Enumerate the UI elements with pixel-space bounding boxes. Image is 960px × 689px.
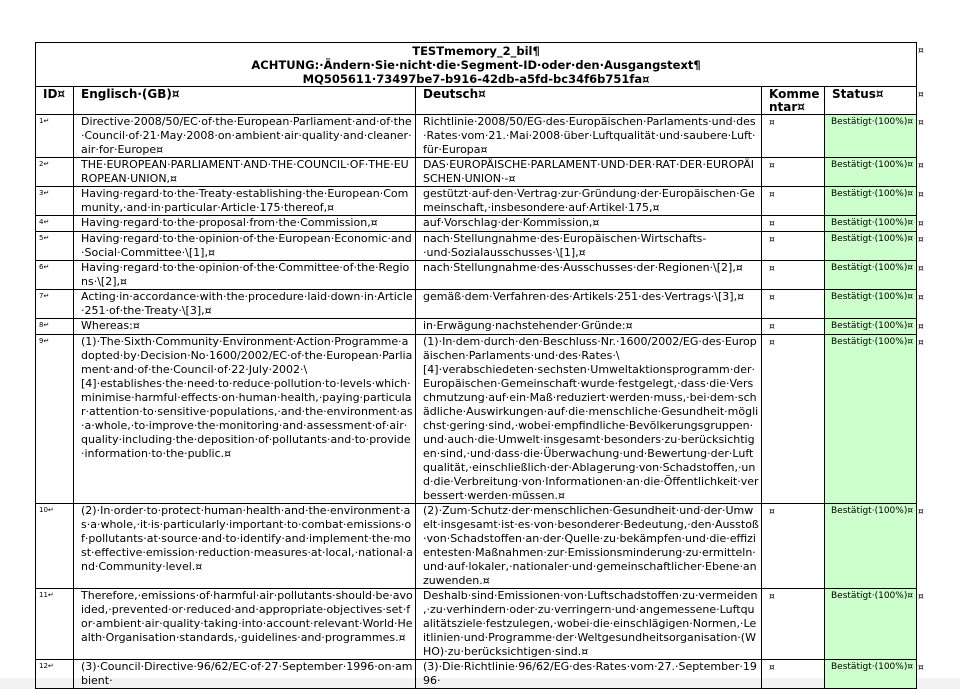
comment-cell[interactable]: ¤ <box>762 158 825 187</box>
row-end-mark: ¤ <box>918 506 924 517</box>
segment-rows <box>36 115 917 689</box>
row-end-mark: ¤ <box>918 160 924 171</box>
target-text[interactable]: auf·Vorschlag·der·Kommission,¤ <box>416 216 762 232</box>
segment-row[interactable] <box>36 589 917 660</box>
column-header-row <box>36 87 917 115</box>
document-guid: MQ505611·73497be7-b916-42db-a5fd-bc34f6b751fa¤ <box>302 72 650 86</box>
segment-row[interactable] <box>36 660 917 689</box>
comment-cell[interactable]: ¤ <box>762 335 825 504</box>
column-header-comment: Kommentar¤ <box>762 87 825 115</box>
target-text[interactable]: Richtlinie·2008/50/EG·des·Europäischen·Parlaments·und·des·Rates·vom·21.·Mai·2008·über·Luftqualität·und·saubere·Luft·für·Europa¤ <box>416 115 762 158</box>
segment-id: 6↵ <box>36 261 74 290</box>
segment-id: 3↵ <box>36 187 74 216</box>
segment-id: 10↵ <box>36 504 74 589</box>
document-header <box>36 43 917 87</box>
header-end-mark: ¤ <box>918 45 924 56</box>
segment-row[interactable] <box>36 158 917 187</box>
status-cell: Bestätigt·(100%)¤ <box>825 232 917 261</box>
row-end-mark: ¤ <box>918 189 924 200</box>
segment-row[interactable] <box>36 261 917 290</box>
segment-id: 2↵ <box>36 158 74 187</box>
comment-cell[interactable]: ¤ <box>762 261 825 290</box>
column-header-target: Deutsch¤ <box>416 87 762 115</box>
target-text[interactable]: nach·Stellungnahme·des·Europäischen·Wirtschafts-·und·Sozialausschusses·\[1],¤ <box>416 232 762 261</box>
segment-id: 7↵ <box>36 290 74 319</box>
comment-cell[interactable]: ¤ <box>762 290 825 319</box>
warning-text: ACHTUNG:·Ändern·Sie·nicht·die·Segment-ID·oder·den·Ausgangstext¶ <box>251 58 701 72</box>
status-cell: Bestätigt·(100%)¤ <box>825 216 917 232</box>
status-cell: Bestätigt·(100%)¤ <box>825 660 917 689</box>
source-text: Having·regard·to·the·opinion·of·the·Committee·of·the·Regions·\[2],¤ <box>74 261 416 290</box>
target-text[interactable]: gestützt·auf·den·Vertrag·zur·Gründung·der·Europäischen·Gemeinschaft,·insbesondere·auf·Artikel·175,¤ <box>416 187 762 216</box>
status-cell: Bestätigt·(100%)¤ <box>825 290 917 319</box>
row-end-mark: ¤ <box>918 292 924 303</box>
segment-row[interactable] <box>36 290 917 319</box>
target-text[interactable]: DAS·EUROPÄISCHE·PARLAMENT·UND·DER·RAT·DER·EUROPÄISCHEN·UNION·-¤ <box>416 158 762 187</box>
source-text: (3)·Council·Directive·96/62/EC·of·27·September·1996·on·ambient· <box>74 660 416 689</box>
bilingual-table-container <box>35 42 916 689</box>
status-cell: Bestätigt·(100%)¤ <box>825 261 917 290</box>
document-title: TESTmemory_2_bil¶ <box>412 44 540 58</box>
column-header-status: Status¤ <box>825 87 917 115</box>
status-cell: Bestätigt·(100%)¤ <box>825 319 917 335</box>
segment-id: 1↵ <box>36 115 74 158</box>
target-text[interactable]: in·Erwägung·nachstehender·Gründe:¤ <box>416 319 762 335</box>
row-end-mark: ¤ <box>918 591 924 602</box>
status-cell: Bestätigt·(100%)¤ <box>825 158 917 187</box>
column-header-source: Englisch·(GB)¤ <box>74 87 416 115</box>
segment-row[interactable] <box>36 319 917 335</box>
row-end-mark: ¤ <box>918 218 924 229</box>
row-end-mark: ¤ <box>918 117 924 128</box>
row-end-mark: ¤ <box>918 321 924 332</box>
status-cell: Bestätigt·(100%)¤ <box>825 335 917 504</box>
target-text[interactable]: nach·Stellungnahme·des·Ausschusses·der·Regionen·\[2],¤ <box>416 261 762 290</box>
source-text: THE·EUROPEAN·PARLIAMENT·AND·THE·COUNCIL·OF·THE·EUROPEAN·UNION,¤ <box>74 158 416 187</box>
comment-cell[interactable]: ¤ <box>762 187 825 216</box>
row-end-mark: ¤ <box>918 89 924 100</box>
source-text: Having·regard·to·the·proposal·from·the·Commission,¤ <box>74 216 416 232</box>
comment-cell[interactable]: ¤ <box>762 589 825 660</box>
comment-cell[interactable]: ¤ <box>762 216 825 232</box>
status-cell: Bestätigt·(100%)¤ <box>825 115 917 158</box>
target-text[interactable]: (1)·In·dem·durch·den·Beschluss·Nr.·1600/2002/EG·des·Europäischen·Parlaments·und·des·Rates·\[4]·verabschiedeten·sechsten·Umweltaktionsprogramm·der·Europäischen·Gemeinschaft·wurde·festgelegt,·dass·die·Verschmutzung·auf·ein·Maß·reduziert·werden·muss,·bei·dem·schädliche·Auswirkungen·auf·die·menschliche·Gesundheit·möglichst·gering·sind,·wobei·empfindliche·Bevölkerungsgruppen·und·auch·die·Umwelt·insgesamt·besonders·zu·berücksichtigen·sind,·und·dass·die·Überwachung·und·Bewertung·der·Luftqualität,·einschließlich·der·Ablagerung·von·Schadstoffen,·und·die·Verbreitung·von·Informationen·an·die·Öffentlichkeit·verbessert·werden·müssen.¤ <box>416 335 762 504</box>
source-text: Having·regard·to·the·Treaty·establishing·the·European·Community,·and·in·particular·Article·175·thereof,¤ <box>74 187 416 216</box>
comment-cell[interactable]: ¤ <box>762 232 825 261</box>
document-header-row <box>36 43 917 87</box>
segment-id: 4↵ <box>36 216 74 232</box>
source-text: Therefore,·emissions·of·harmful·air·pollutants·should·be·avoided,·prevented·or·reduced·and·appropriate·objectives·set·for·ambient·air·quality·taking·into·account·relevant·World·Health·Organisation·standards,·guidelines·and·programmes.¤ <box>74 589 416 660</box>
bilingual-table <box>35 42 917 689</box>
comment-cell[interactable]: ¤ <box>762 319 825 335</box>
target-text[interactable]: (2)·Zum·Schutz·der·menschlichen·Gesundheit·und·der·Umwelt·insgesamt·ist·es·von·besonderer·Bedeutung,·den·Ausstoß·von·Schadstoffen·an·der·Quelle·zu·bekämpfen·und·die·effizientesten·Maßnahmen·zur·Emissionsminderung·zu·ermitteln·und·auf·lokaler,·nationaler·und·gemeinschaftlicher·Ebene·anzuwenden.¤ <box>416 504 762 589</box>
comment-cell[interactable]: ¤ <box>762 504 825 589</box>
status-cell: Bestätigt·(100%)¤ <box>825 187 917 216</box>
row-end-mark: ¤ <box>918 234 924 245</box>
row-end-mark: ¤ <box>918 337 924 348</box>
source-text: Having·regard·to·the·opinion·of·the·European·Economic·and·Social·Committee·\[1],¤ <box>74 232 416 261</box>
source-text: (1)·The·Sixth·Community·Environment·Action·Programme·adopted·by·Decision·No·1600/2002/EC·of·the·European·Parliament·and·of·the·Council·of·22·July·2002·\[4]·establishes·the·need·to·reduce·pollution·to·levels·which·minimise·harmful·effects·on·human·health,·paying·particular·attention·to·sensitive·populations,·and·the·environment·as·a·whole,·to·improve·the·monitoring·and·assessment·of·air·quality·including·the·deposition·of·pollutants·and·to·provide·information·to·the·public.¤ <box>74 335 416 504</box>
target-text[interactable]: gemäß·dem·Verfahren·des·Artikels·251·des·Vertrags·\[3],¤ <box>416 290 762 319</box>
source-text: Whereas:¤ <box>74 319 416 335</box>
segment-id: 12↵ <box>36 660 74 689</box>
segment-id: 9↵ <box>36 335 74 504</box>
segment-row[interactable] <box>36 115 917 158</box>
row-end-mark: ¤ <box>918 263 924 274</box>
segment-row[interactable] <box>36 335 917 504</box>
segment-id: 8↵ <box>36 319 74 335</box>
segment-id: 11↵ <box>36 589 74 660</box>
status-cell: Bestätigt·(100%)¤ <box>825 504 917 589</box>
row-end-mark: ¤ <box>918 662 924 673</box>
segment-row[interactable] <box>36 504 917 589</box>
segment-id: 5↵ <box>36 232 74 261</box>
column-header-id: ID¤ <box>36 87 74 115</box>
comment-cell[interactable]: ¤ <box>762 660 825 689</box>
source-text: Directive·2008/50/EC·of·the·European·Parliament·and·of·the·Council·of·21·May·2008·on·ambient·air·quality·and·cleaner·air·for·Europe¤ <box>74 115 416 158</box>
comment-cell[interactable]: ¤ <box>762 115 825 158</box>
source-text: Acting·in·accordance·with·the·procedure·laid·down·in·Article·251·of·the·Treaty·\[3],¤ <box>74 290 416 319</box>
segment-row[interactable] <box>36 232 917 261</box>
segment-row[interactable] <box>36 216 917 232</box>
status-cell: Bestätigt·(100%)¤ <box>825 589 917 660</box>
segment-row[interactable] <box>36 187 917 216</box>
source-text: (2)·In·order·to·protect·human·health·and·the·environment·as·a·whole,·it·is·particularly·important·to·combat·emissions·of·pollutants·at·source·and·to·identify·and·implement·the·most·effective·emission·reduction·measures·at·local,·national·and·Community·level.¤ <box>74 504 416 589</box>
target-text[interactable]: (3)·Die·Richtlinie·96/62/EG·des·Rates·vom·27.·September·1996· <box>416 660 762 689</box>
target-text[interactable]: Deshalb·sind·Emissionen·von·Luftschadstoffen·zu·vermeiden,·zu·verhindern·oder·zu·verringern·und·angemessene·Luftqualitätsziele·festzulegen,·wobei·die·einschlägigen·Normen,·Leitlinien·und·Programme·der·Weltgesundheitsorganisation·(WHO)·zu·berücksichtigen·sind.¤ <box>416 589 762 660</box>
